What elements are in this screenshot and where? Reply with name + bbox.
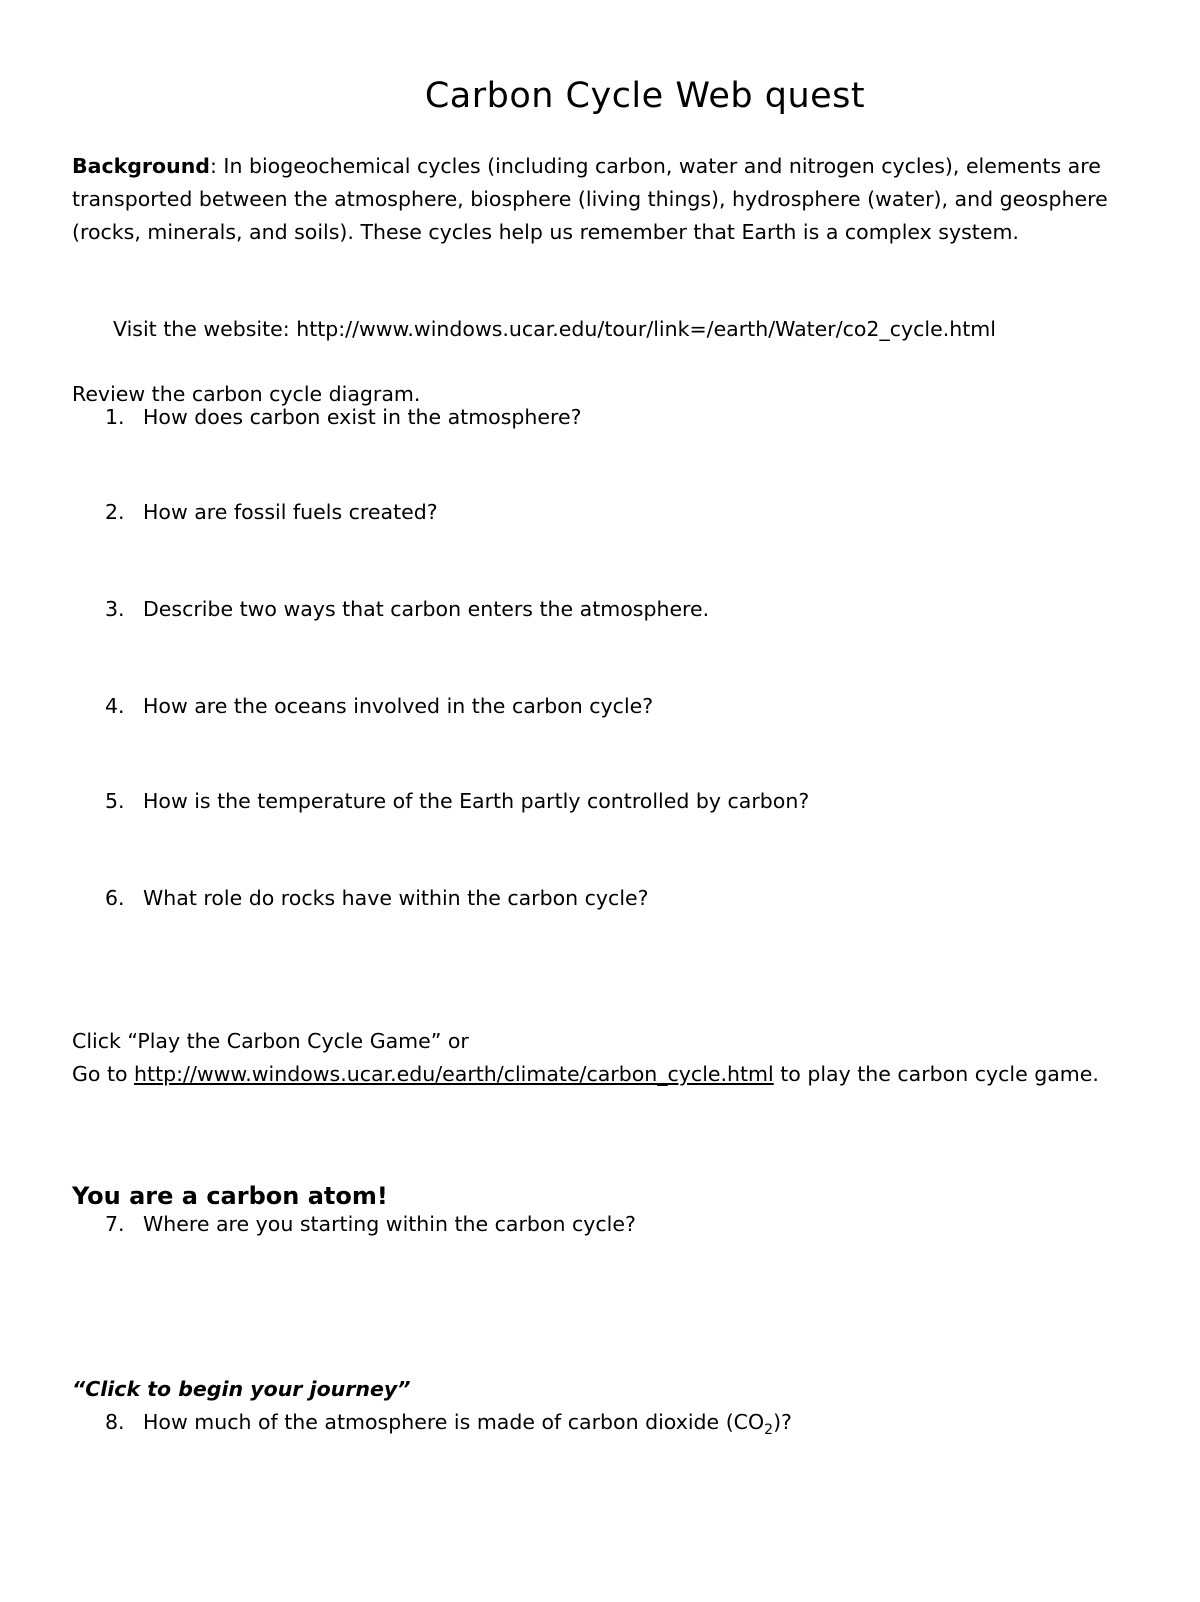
page-title: Carbon Cycle Web quest xyxy=(424,76,866,116)
question-number: 8. xyxy=(105,1410,125,1434)
background-paragraph xyxy=(72,150,1130,249)
question-8 xyxy=(105,1410,792,1438)
question-3 xyxy=(105,597,709,621)
question-text: How are the oceans involved in the carbon cycle? xyxy=(143,694,654,718)
question-number: 6. xyxy=(105,886,125,910)
question-text: Describe two ways that carbon enters the atmosphere. xyxy=(143,597,710,621)
game-link[interactable]: http://www.windows.ucar.edu/earth/climate/carbon_cycle.html xyxy=(134,1062,774,1086)
question-4 xyxy=(105,694,653,718)
question-1 xyxy=(105,405,582,429)
begin-journey-label: “Click to begin your journey” xyxy=(72,1377,411,1401)
question-2 xyxy=(105,500,438,524)
question-5 xyxy=(105,789,809,813)
game-instructions xyxy=(72,1025,1130,1091)
carbon-atom-heading: You are a carbon atom! xyxy=(72,1182,388,1210)
question-number: 4. xyxy=(105,694,125,718)
question-text: How are fossil fuels created? xyxy=(143,500,438,524)
background-text: : In biogeochemical cycles (including carbon, water and nitrogen cycles), elements are transported between the atmosphere, biosphere (living things), hydrosphere (water), and geosphere (rocks, minerals, and soils). These cycles help us remember that Earth is a complex system. xyxy=(72,154,1108,244)
question-text: Where are you starting within the carbon cycle? xyxy=(143,1212,636,1236)
co2-subscript: 2 xyxy=(764,1422,774,1439)
game-rest: to play the carbon cycle game. xyxy=(773,1062,1099,1086)
question-number: 3. xyxy=(105,597,125,621)
visit-website-line: Visit the website: http://www.windows.ucar.edu/tour/link=/earth/Water/co2_cycle.html xyxy=(113,317,996,341)
game-go-to: Go to xyxy=(72,1062,135,1086)
question-number: 2. xyxy=(105,500,125,524)
question-7 xyxy=(105,1212,636,1236)
game-click-line: Click “Play the Carbon Cycle Game” or xyxy=(72,1029,469,1053)
question-number: 1. xyxy=(105,405,125,429)
question-number: 7. xyxy=(105,1212,125,1236)
question-text: How much of the atmosphere is made of carbon dioxide (CO xyxy=(143,1410,765,1434)
background-label: Background xyxy=(72,154,210,178)
review-instruction: Review the carbon cycle diagram. xyxy=(72,382,421,406)
question-6 xyxy=(105,886,649,910)
question-text: How does carbon exist in the atmosphere? xyxy=(143,405,582,429)
question-text-end: )? xyxy=(773,1410,792,1434)
question-text: How is the temperature of the Earth partly controlled by carbon? xyxy=(143,789,810,813)
question-text: What role do rocks have within the carbon cycle? xyxy=(143,886,649,910)
question-number: 5. xyxy=(105,789,125,813)
